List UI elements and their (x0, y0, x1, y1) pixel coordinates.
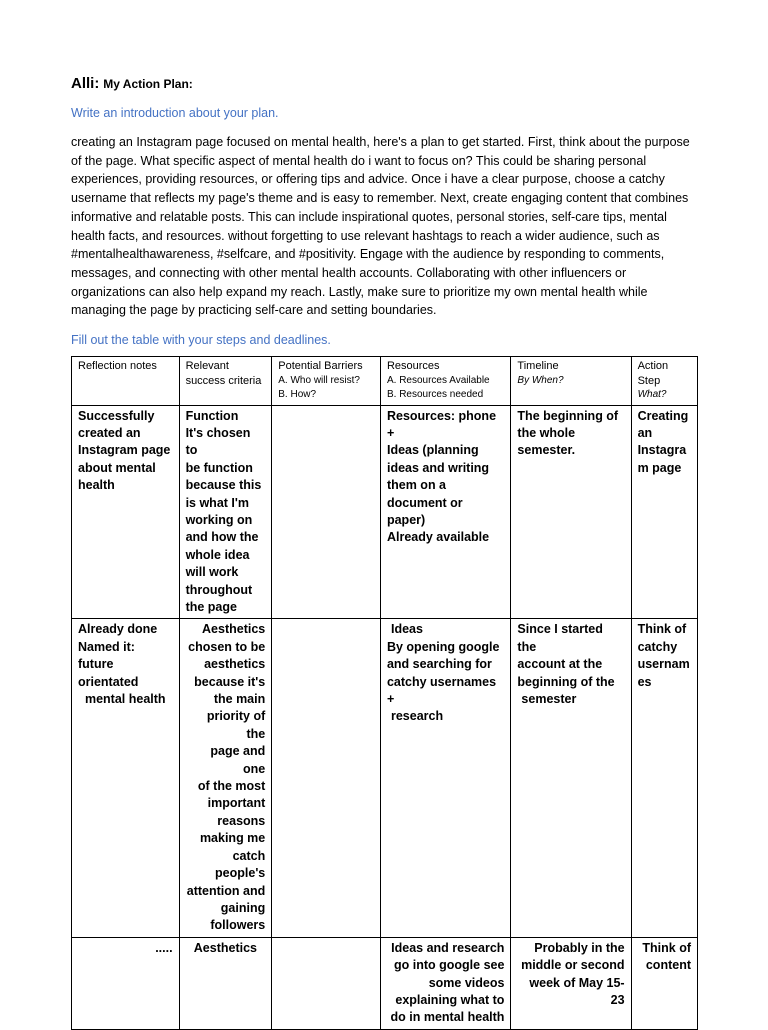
cell-reflection (72, 405, 180, 619)
header-title: Action Step (637, 360, 669, 387)
cell-line: because this (185, 478, 262, 493)
cell-line: reasons (217, 813, 266, 828)
cell-line: do in mental health (390, 1010, 505, 1025)
student-name: Alli: (71, 75, 100, 92)
action-plan-document (71, 74, 698, 1030)
header-resources (380, 357, 510, 406)
cell-line: and how the (185, 530, 259, 545)
header-action-step (631, 357, 697, 406)
cell-line: because it's (194, 674, 266, 689)
cell-line: priority of the (206, 709, 266, 741)
cell-line: usernam (637, 657, 690, 672)
cell-timeline (511, 619, 631, 937)
cell-line: gaining (220, 900, 266, 915)
cell-line: By opening google (386, 639, 500, 654)
cell-action (631, 405, 697, 619)
header-title: Reflection notes (78, 360, 157, 373)
cell-line: semester. (517, 443, 576, 458)
plan-title: My Action Plan: (103, 77, 193, 91)
cell-line: catchy usernames + (386, 674, 497, 707)
cell-line: Successfully (78, 408, 155, 423)
cell-resources (380, 619, 510, 937)
table-prompt: Fill out the table with your steps and deadlines. (71, 333, 331, 348)
cell-line: some videos (428, 975, 505, 990)
cell-line: followers (210, 918, 266, 933)
cell-line: research (390, 709, 444, 724)
cell-line: content (645, 958, 691, 973)
cell-line: important (207, 796, 266, 811)
cell-line: Named it: (78, 639, 135, 654)
cell-line: the page (185, 600, 237, 614)
header-sub: By When? (517, 374, 564, 386)
cell-line: document or (386, 495, 463, 510)
cell-line: paper) (386, 512, 426, 527)
header-timeline (511, 357, 631, 406)
cell-line: future (78, 657, 114, 672)
header-sub: A. Who will resist? (278, 374, 360, 386)
cell-line: Ideas (390, 622, 423, 637)
cell-action (631, 619, 697, 937)
cell-line: Creating (637, 408, 689, 423)
cell-line: ..... (155, 940, 173, 955)
header-title: Timeline (517, 360, 559, 373)
cell-line: throughout (185, 582, 253, 597)
cell-line: about mental (78, 460, 156, 475)
header-sub: A. Resources Available (386, 374, 490, 386)
cell-line: middle or second (521, 958, 625, 973)
cell-line: Already done (78, 622, 158, 637)
cell-resources (380, 937, 510, 1029)
cell-line: and searching for (386, 657, 492, 672)
cell-line: Instagra (637, 443, 687, 458)
cell-line: It's chosen to (185, 425, 251, 458)
cell-line: go into google see (394, 958, 505, 973)
cell-line: The beginning of (517, 408, 619, 423)
cell-line: account at the (517, 657, 603, 672)
cell-line: Think of (642, 940, 691, 955)
cell-line: is what I'm (185, 495, 249, 510)
cell-line: Already available (386, 530, 490, 545)
cell-line: Think of (637, 622, 687, 637)
cell-line: ideas and writing (386, 460, 490, 475)
header-title: Resources (386, 360, 440, 373)
cell-line: an (637, 425, 653, 440)
cell-line: beginning of the (517, 674, 615, 689)
cell-criteria (179, 619, 272, 937)
header-sub: B. How? (278, 389, 317, 401)
header-success-criteria (179, 357, 272, 406)
cell-line: whole idea (185, 547, 250, 562)
cell-timeline (511, 405, 631, 619)
cell-line: chosen to be (188, 639, 266, 654)
intro-prompt: Write an introduction about your plan. (71, 106, 279, 120)
cell-line: health (78, 478, 115, 493)
cell-criteria (179, 937, 272, 1029)
table-row (72, 937, 698, 1029)
table-row (72, 619, 698, 937)
header-sub: B. Resources needed (386, 389, 484, 401)
cell-line: catch people's (215, 848, 266, 881)
cell-line: semester (521, 692, 577, 707)
cell-resources (380, 405, 510, 619)
cell-line: Instagram page (78, 443, 171, 458)
cell-line: of the most (197, 779, 266, 794)
action-plan-table (71, 356, 698, 1030)
cell-barriers (272, 619, 381, 937)
cell-line: m page (637, 460, 682, 475)
cell-line: Resources: phone + (386, 408, 497, 440)
cell-line: orientated (78, 674, 139, 689)
cell-line: es (637, 674, 652, 689)
cell-barriers (272, 937, 381, 1029)
cell-line: created an (78, 425, 141, 440)
cell-line: Ideas and research (391, 940, 505, 955)
cell-line: Probably in the (534, 940, 625, 955)
header-potential-barriers (272, 357, 381, 406)
cell-action (631, 937, 697, 1029)
header-title: Relevant success criteria (185, 360, 262, 387)
cell-line: making me (199, 831, 266, 846)
table-header-row (72, 357, 698, 406)
header-title: Potential Barriers (278, 360, 363, 373)
cell-line: Aesthetics (193, 940, 258, 955)
header-sub: What? (637, 389, 667, 401)
cell-line: working on (185, 512, 253, 527)
cell-line: the main (213, 692, 266, 707)
table-row (72, 405, 698, 619)
cell-line: week of May 15- (529, 975, 625, 990)
cell-line: will work (185, 565, 239, 580)
cell-line: aesthetics (204, 657, 266, 672)
cell-line: Aesthetics (202, 622, 266, 637)
cell-reflection (72, 619, 180, 937)
cell-line: page and one (210, 744, 266, 776)
cell-line: Function (185, 408, 239, 423)
cell-line: attention and (186, 883, 266, 898)
document-title (71, 74, 698, 93)
cell-line: Ideas (planning (386, 443, 479, 458)
cell-line: catchy (637, 639, 678, 654)
cell-line: 23 (610, 992, 625, 1007)
cell-line: mental health (84, 692, 166, 707)
cell-line: be function (185, 460, 253, 475)
header-reflection-notes (72, 357, 180, 406)
cell-line: the whole (517, 425, 576, 440)
cell-criteria (179, 405, 272, 619)
cell-timeline (511, 937, 631, 1029)
cell-line: Since I started the (517, 622, 603, 654)
cell-line: explaining what to (395, 992, 505, 1007)
intro-paragraph: creating an Instagram page focused on mental health, here's a plan to get started. First, think about the purpose of the page. What specific aspect of mental health do i want to focus on? This could be sharing personal experiences, providing resources, or offering tips and advice. Once i have a clear purpose, choose a catchy username that reflects my page's theme and is easy to remember. Next, create engaging content that combines informative and relatable posts. This can include inspirational quotes, personal stories, self-care tips, mental health facts, and resources. without forgetting to use relevant hashtags to reach a wider audience, such as #mentalhealthawareness, #selfcare, and #positivity. Engage with the audience by responding to comments, messages, and connecting with other mental health accounts. Collaborating with other influencers or organizations can also help expand my reach. Lastly, make sure to prioritize my own mental health while managing the page by practicing self-care and setting boundaries. (71, 135, 690, 318)
cell-line: them on a (386, 478, 447, 493)
cell-barriers (272, 405, 381, 619)
cell-reflection (72, 937, 180, 1029)
